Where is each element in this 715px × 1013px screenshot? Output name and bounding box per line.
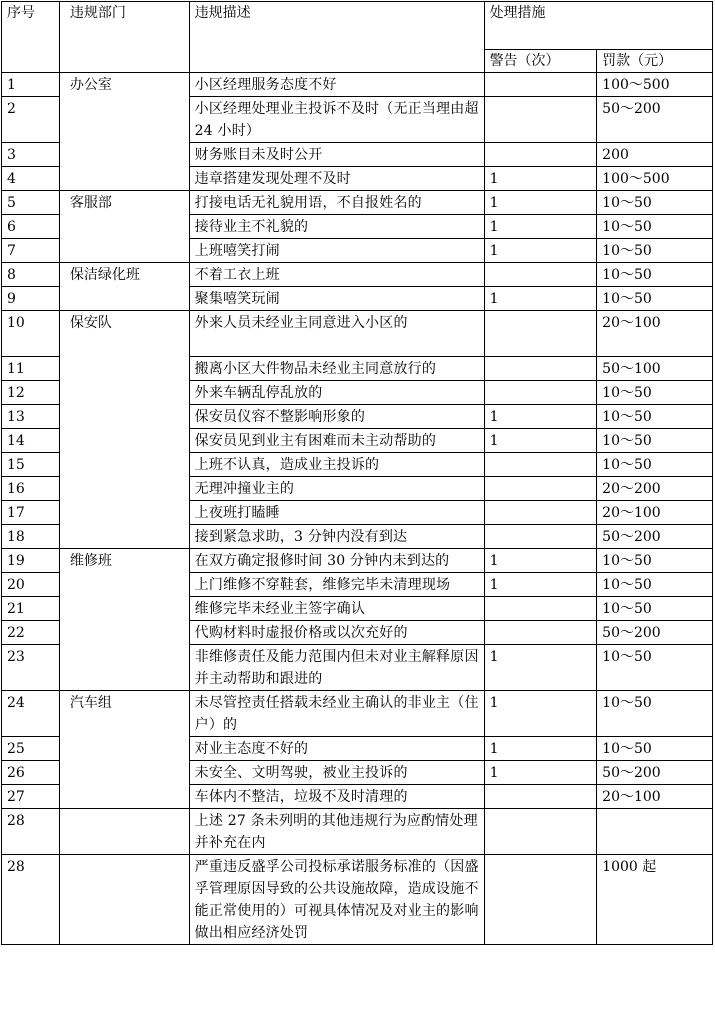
row-description: 聚集嘻笑玩闹	[189, 287, 484, 311]
row-dept: 汽车组	[59, 691, 189, 809]
row-description: 对业主态度不好的	[189, 737, 484, 761]
row-warning	[484, 809, 597, 855]
row-fine: 10～50	[597, 573, 713, 597]
row-number: 7	[2, 239, 60, 263]
row-description: 接待业主不礼貌的	[189, 215, 484, 239]
row-description: 上门维修不穿鞋套，维修完毕未清理现场	[189, 573, 484, 597]
row-warning	[484, 453, 597, 477]
row-dept: 客服部	[59, 191, 189, 263]
row-number: 8	[2, 263, 60, 287]
row-fine: 10～50	[597, 645, 713, 691]
row-warning	[484, 97, 597, 143]
row-number: 23	[2, 645, 60, 691]
table-body	[2, 73, 713, 945]
row-fine: 10～50	[597, 549, 713, 573]
row-fine: 20～200	[597, 477, 713, 501]
row-warning: 1	[484, 737, 597, 761]
row-warning: 1	[484, 167, 597, 191]
row-warning: 1	[484, 215, 597, 239]
row-warning	[484, 381, 597, 405]
row-number: 25	[2, 737, 60, 761]
row-fine: 100～500	[597, 73, 713, 97]
row-description: 搬离小区大件物品未经业主同意放行的	[189, 357, 484, 381]
row-number: 11	[2, 357, 60, 381]
row-warning: 1	[484, 573, 597, 597]
row-fine: 10～50	[597, 691, 713, 737]
table-row	[2, 73, 713, 97]
row-warning	[484, 311, 597, 357]
row-fine: 50～200	[597, 621, 713, 645]
row-description: 上夜班打瞌睡	[189, 501, 484, 525]
row-fine: 10～50	[597, 453, 713, 477]
row-fine: 20～100	[597, 311, 713, 357]
row-number: 9	[2, 287, 60, 311]
row-warning: 1	[484, 287, 597, 311]
row-warning: 1	[484, 761, 597, 785]
row-dept: 保安队	[59, 311, 189, 549]
row-number: 2	[2, 97, 60, 143]
row-warning	[484, 73, 597, 97]
row-dept	[59, 855, 189, 945]
row-number: 16	[2, 477, 60, 501]
row-description: 在双方确定报修时间 30 分钟内未到达的	[189, 549, 484, 573]
row-number: 14	[2, 429, 60, 453]
row-warning	[484, 501, 597, 525]
row-number: 3	[2, 143, 60, 167]
header-dept: 违规部门	[59, 2, 189, 73]
header-measures: 处理措施	[484, 2, 712, 50]
row-dept	[59, 809, 189, 855]
row-fine: 50～200	[597, 97, 713, 143]
row-description: 违章搭建发现处理不及时	[189, 167, 484, 191]
row-fine: 10～50	[597, 215, 713, 239]
row-description: 维修完毕未经业主签字确认	[189, 597, 484, 621]
row-fine: 20～100	[597, 501, 713, 525]
row-number: 26	[2, 761, 60, 785]
row-number: 6	[2, 215, 60, 239]
row-dept: 保洁绿化班	[59, 263, 189, 311]
row-description: 上班嘻笑打闹	[189, 239, 484, 263]
row-number: 5	[2, 191, 60, 215]
row-description: 上述 27 条未列明的其他违规行为应酌情处理并补充在内	[189, 809, 484, 855]
row-warning: 1	[484, 239, 597, 263]
row-warning	[484, 855, 597, 945]
row-description: 上班不认真，造成业主投诉的	[189, 453, 484, 477]
row-fine: 10～50	[597, 191, 713, 215]
row-number: 20	[2, 573, 60, 597]
row-fine: 200	[597, 143, 713, 167]
row-description: 代购材料时虚报价格或以次充好的	[189, 621, 484, 645]
row-description: 小区经理服务态度不好	[189, 73, 484, 97]
row-fine: 10～50	[597, 263, 713, 287]
header-desc: 违规描述	[189, 2, 484, 73]
row-fine: 50～200	[597, 525, 713, 549]
row-warning	[484, 525, 597, 549]
row-description: 保安员仪容不整影响形象的	[189, 405, 484, 429]
row-dept: 办公室	[59, 73, 189, 191]
table-row	[2, 691, 713, 737]
row-number: 4	[2, 167, 60, 191]
violation-penalty-table	[1, 1, 713, 945]
row-warning	[484, 357, 597, 381]
row-warning: 1	[484, 191, 597, 215]
row-description: 保安员见到业主有困难而未主动帮助的	[189, 429, 484, 453]
row-number: 17	[2, 501, 60, 525]
row-warning	[484, 597, 597, 621]
row-warning	[484, 477, 597, 501]
table-row	[2, 809, 713, 855]
row-description: 未尽管控责任搭载未经业主确认的非业主（住户）的	[189, 691, 484, 737]
row-number: 10	[2, 311, 60, 357]
row-description: 严重违反盛孚公司投标承诺服务标准的（因盛孚管理原因导致的公共设施故障，造成设施不能正常使用的）可视具体情况及对业主的影响做出相应经济处罚	[189, 855, 484, 945]
row-description: 非维修责任及能力范围内但未对业主解释原因并主动帮助和跟进的	[189, 645, 484, 691]
row-description: 外来人员未经业主同意进入小区的	[189, 311, 484, 357]
row-warning: 1	[484, 691, 597, 737]
row-description: 打接电话无礼貌用语，不自报姓名的	[189, 191, 484, 215]
row-warning	[484, 143, 597, 167]
row-description: 小区经理处理业主投诉不及时（无正当理由超 24 小时）	[189, 97, 484, 143]
row-warning	[484, 263, 597, 287]
row-fine: 10～50	[597, 597, 713, 621]
row-fine: 20～100	[597, 785, 713, 809]
row-fine	[597, 809, 713, 855]
row-dept: 维修班	[59, 549, 189, 691]
row-number: 22	[2, 621, 60, 645]
row-description: 财务账目未及时公开	[189, 143, 484, 167]
row-number: 28	[2, 855, 60, 945]
header-warning: 警告（次）	[484, 50, 597, 73]
row-fine: 100～500	[597, 167, 713, 191]
row-fine: 50～100	[597, 357, 713, 381]
row-warning: 1	[484, 429, 597, 453]
table-row	[2, 263, 713, 287]
row-fine: 10～50	[597, 429, 713, 453]
row-description: 外来车辆乱停乱放的	[189, 381, 484, 405]
row-warning: 1	[484, 645, 597, 691]
table-row	[2, 549, 713, 573]
row-fine: 10～50	[597, 287, 713, 311]
row-number: 1	[2, 73, 60, 97]
row-fine: 10～50	[597, 737, 713, 761]
table-row	[2, 191, 713, 215]
row-number: 15	[2, 453, 60, 477]
row-number: 19	[2, 549, 60, 573]
row-warning	[484, 785, 597, 809]
row-number: 27	[2, 785, 60, 809]
row-description: 不着工衣上班	[189, 263, 484, 287]
row-warning: 1	[484, 405, 597, 429]
row-number: 28	[2, 809, 60, 855]
row-warning: 1	[484, 549, 597, 573]
table-row	[2, 311, 713, 357]
row-fine: 10～50	[597, 239, 713, 263]
row-description: 接到紧急求助，3 分钟内没有到达	[189, 525, 484, 549]
row-description: 车体内不整洁，垃圾不及时清理的	[189, 785, 484, 809]
row-warning	[484, 621, 597, 645]
row-description: 无理冲撞业主的	[189, 477, 484, 501]
row-number: 18	[2, 525, 60, 549]
row-description: 未安全、文明驾驶，被业主投诉的	[189, 761, 484, 785]
row-fine: 10～50	[597, 405, 713, 429]
header-fine: 罚款（元）	[597, 50, 713, 73]
row-fine: 50～200	[597, 761, 713, 785]
row-number: 21	[2, 597, 60, 621]
row-fine: 10～50	[597, 381, 713, 405]
row-number: 13	[2, 405, 60, 429]
row-fine: 1000 起	[597, 855, 713, 945]
row-number: 24	[2, 691, 60, 737]
header-no: 序号	[2, 2, 60, 73]
table-row	[2, 855, 713, 945]
row-number: 12	[2, 381, 60, 405]
